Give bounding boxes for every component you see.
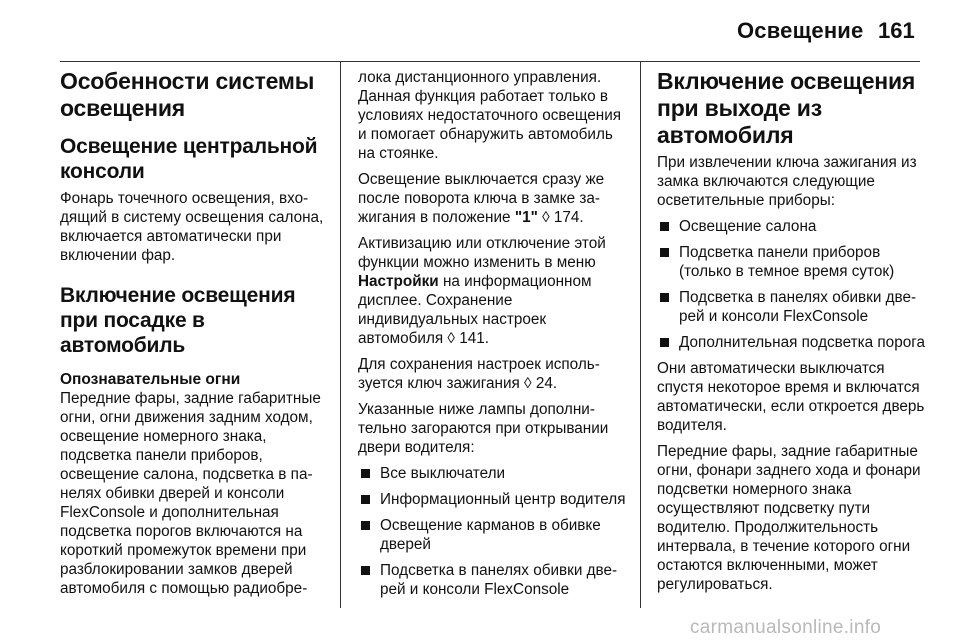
paragraph-text: Освещение выключается сразу же после поворота ключа в замке зажигания в положение [358,171,605,226]
paragraph-key-removal: При извлечении ключа зажигания из замка включаются следующие осветительные приборы: [657,154,917,209]
column-2 [358,68,630,606]
list-item: Все выключатели [358,464,630,483]
section-heading-exit-lighting: Включение освещения при выходе из автомобиля [657,68,916,148]
list-item: Подсветка панели приборов (только в темное время суток) [657,243,929,281]
paragraph-text-tail: на информационном дисплее. Сохранение индивидуальных настроек автомобиля ◊ 141. [358,273,592,347]
bullet-square-icon [361,469,370,478]
paragraph-ignition-off [358,170,630,227]
bullet-square-icon [660,293,669,302]
list-item: Информационный центр водителя [358,490,630,509]
column-divider-2 [640,62,641,608]
page-number: 161 [878,18,915,43]
column-3 [657,68,929,601]
list-item: Дополнительная подсветка порога [657,333,929,352]
page-header [0,0,960,60]
bullet-square-icon [660,222,669,231]
column-1 [60,68,332,598]
section-heading-console-lighting: Освещение центральной консоли [60,135,318,183]
paragraph-identification-lights: Передние фары, задние габаритные огни, огни движения задним ходом, освещение номерного знака, подсветка панели приборов, освещение салона, подсветка в панелях обивки дверей и консоли FlexConsole и дополнительная подсветка порогов включаются на короткий промежуток времени при разблокировании замков дверей автомобиля с помощью радиобре- [60,390,321,597]
paragraph-path-lighting: Передние фары, задние габаритные огни, фонари заднего хода и фонари подсветки номерного знака осуществляют подсветку пути водителю. Продолжительность интервала, в течение которого огни остаются включенными, может регулироваться. [657,443,921,593]
header-divider [60,61,920,62]
bullet-list-exit-lighting [657,217,929,352]
paragraph-remote-control: лока дистанционного управления. Данная функция работает только в условиях недостаточного освещения и помогает обнаружить автомобиль на стоянке. [358,69,622,162]
header-title: Освещение [737,18,864,43]
watermark: carmanualsonline.info [690,617,882,638]
list-item: Освещение салона [657,217,929,236]
bullet-square-icon [361,521,370,530]
subheading-identification-lights: Опознавательные огни [60,371,241,388]
section-heading-entry-lighting: Включение освещения при посадке в автомобиль [60,284,296,357]
settings-menu-name: Настройки [358,273,439,290]
chapter-heading: Особенности системы освещения [60,68,315,121]
list-item: Подсветка в панелях обивки дверей и консоли FlexConsole [657,288,929,326]
paragraph-text: Активизацию или отключение этой функции можно изменить в меню [358,235,606,271]
column-divider-1 [340,62,341,608]
paragraph-driver-door: Указанные ниже лампы дополнительно загораются при открывании двери водителя: [358,401,609,456]
bullet-square-icon [660,248,669,257]
paragraph-auto-off: Они автоматически выключатся спустя некоторое время и включатся автоматически, если откроется дверь водителя. [657,360,925,434]
bullet-square-icon [660,338,669,347]
paragraph-settings-menu [358,234,630,348]
page-reference: ◊ 174. [537,209,584,226]
list-item: Подсветка в панелях обивки дверей и консоли FlexConsole [358,561,630,599]
list-item: Освещение карманов в обивке дверей [358,516,630,554]
ignition-position: "1" [514,209,538,226]
paragraph-console-lighting: Фонарь точечного освещения, входящий в систему освещения салона, включается автоматически при включении фар. [60,190,324,264]
bullet-list-driver-door [358,464,630,599]
bullet-square-icon [361,495,370,504]
paragraph-ignition-key: Для сохранения настроек используется ключ зажигания ◊ 24. [358,356,600,392]
bullet-square-icon [361,566,370,575]
